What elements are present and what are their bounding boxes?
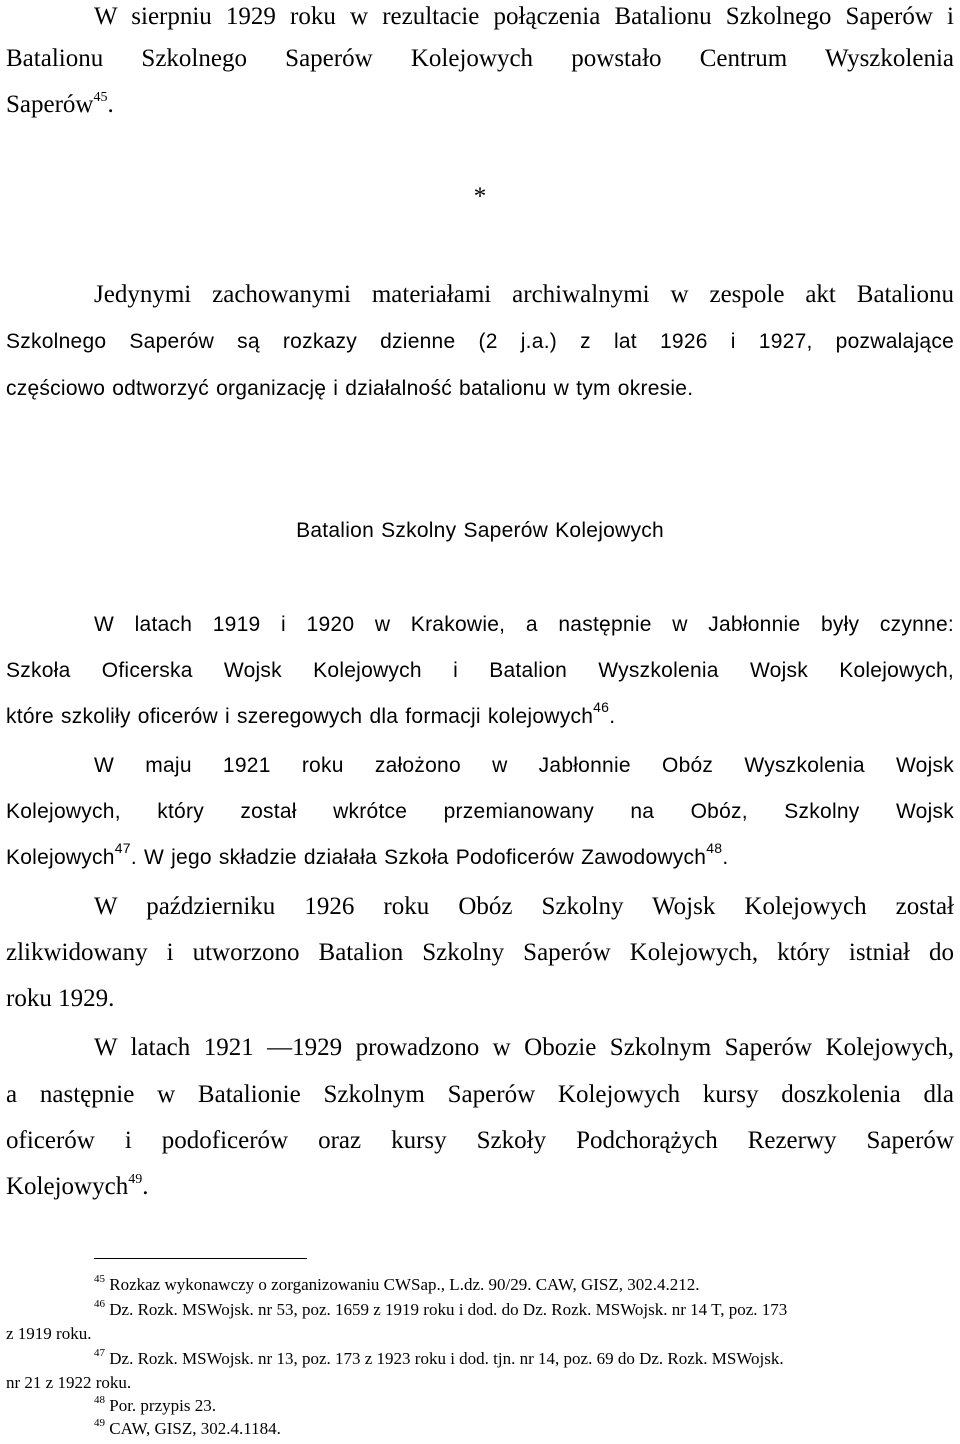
footnote: $^{49}$ CAW, GISZ, 302.4.1184. [94, 1417, 281, 1438]
text-line: które szkoliły oficerów i szeregowych dla formacji kolejowych$^{46}$. [6, 699, 616, 728]
section-heading: Batalion Szkolny Saperów Kolejowych [296, 519, 664, 542]
footnote-continuation: nr 21 z 1922 roku. [6, 1373, 132, 1392]
footnote: $^{46}$ Dz. Rozk. MSWojsk. nr 53, poz. 1659 z 1919 roku i dod. do Dz. Rozk. MSWojsk. nr 14 T, poz. 173 [94, 1298, 788, 1319]
footnote-continuation: z 1919 roku. [6, 1324, 92, 1343]
text-line: Szkolnego Saperów są rozkazy dzienne (2 j.a.) z lat 1926 i 1927, pozwalające [6, 330, 954, 353]
text-line: Kolejowych$^{47}$. W jego składzie działała Szkoła Podoficerów Zawodowych$^{48}$. [6, 840, 729, 869]
text-line: Kolejowych$^{49}$. [6, 1172, 149, 1200]
text-line: Kolejowych, który został wkrótce przemianowany na Obóz, Szkolny Wojsk [6, 800, 954, 823]
section-separator: * [473, 183, 487, 210]
footnote-number: 45 [94, 1273, 105, 1285]
footnote-ref[interactable]: 45 [93, 90, 108, 105]
footnote-ref[interactable]: 49 [128, 1172, 143, 1187]
footnote-number: 47 [94, 1347, 105, 1359]
footnote-ref[interactable]: 48 [706, 840, 723, 856]
text-line: W październiku 1926 roku Obóz Szkolny Wojsk Kolejowych został [94, 893, 954, 920]
text-line: Jedynymi zachowanymi materiałami archiwalnymi w zespole akt Batalionu [94, 281, 954, 308]
text-line: częściowo odtworzyć organizację i działalność batalionu w tym okresie. [6, 377, 694, 400]
footnote-ref[interactable]: 47 [114, 840, 131, 856]
footnote: $^{47}$ Dz. Rozk. MSWojsk. nr 13, poz. 173 z 1923 roku i dod. tjn. nr 14, poz. 69 do Dz. Rozk. MSWojsk. [94, 1347, 784, 1368]
text-line: W latach 1921 —1929 prowadzono w Obozie Szkolnym Saperów Kolejowych, [94, 1034, 954, 1061]
footnote-number: 49 [94, 1417, 105, 1429]
footnote: $^{48}$ Por. przypis 23. [94, 1394, 216, 1415]
text-line: W latach 1919 i 1920 w Krakowie, a następnie w Jabłonnie były czynne: [94, 613, 954, 636]
footnote-divider [94, 1258, 307, 1259]
text-line: Batalionu Szkolnego Saperów Kolejowych powstało Centrum Wyszkolenia [6, 45, 954, 72]
text-line: Szkoła Oficerska Wojsk Kolejowych i Batalion Wyszkolenia Wojsk Kolejowych, [6, 659, 954, 682]
text-line: a następnie w Batalionie Szkolnym Saperów Kolejowych kursy doszkolenia dla [6, 1081, 954, 1108]
text-line: oficerów i podoficerów oraz kursy Szkoły Podchorążych Rezerwy Saperów [6, 1127, 954, 1154]
footnote: $^{45}$ Rozkaz wykonawczy o zorganizowaniu CWSap., L.dz. 90/29. CAW, GISZ, 302.4.212. [94, 1273, 700, 1294]
footnote-number: 48 [94, 1394, 105, 1406]
text-line: Saperów$^{45}$. [6, 90, 114, 118]
text-line: roku 1929. [6, 985, 115, 1012]
footnote-ref[interactable]: 46 [593, 699, 610, 715]
text-line: zlikwidowany i utworzono Batalion Szkolny Saperów Kolejowych, który istniał do [6, 939, 954, 966]
text-line: W sierpniu 1929 roku w rezultacie połączenia Batalionu Szkolnego Saperów i [94, 3, 954, 30]
text-line: W maju 1921 roku założono w Jabłonnie Obóz Wyszkolenia Wojsk [94, 754, 954, 777]
footnote-number: 46 [94, 1298, 105, 1310]
